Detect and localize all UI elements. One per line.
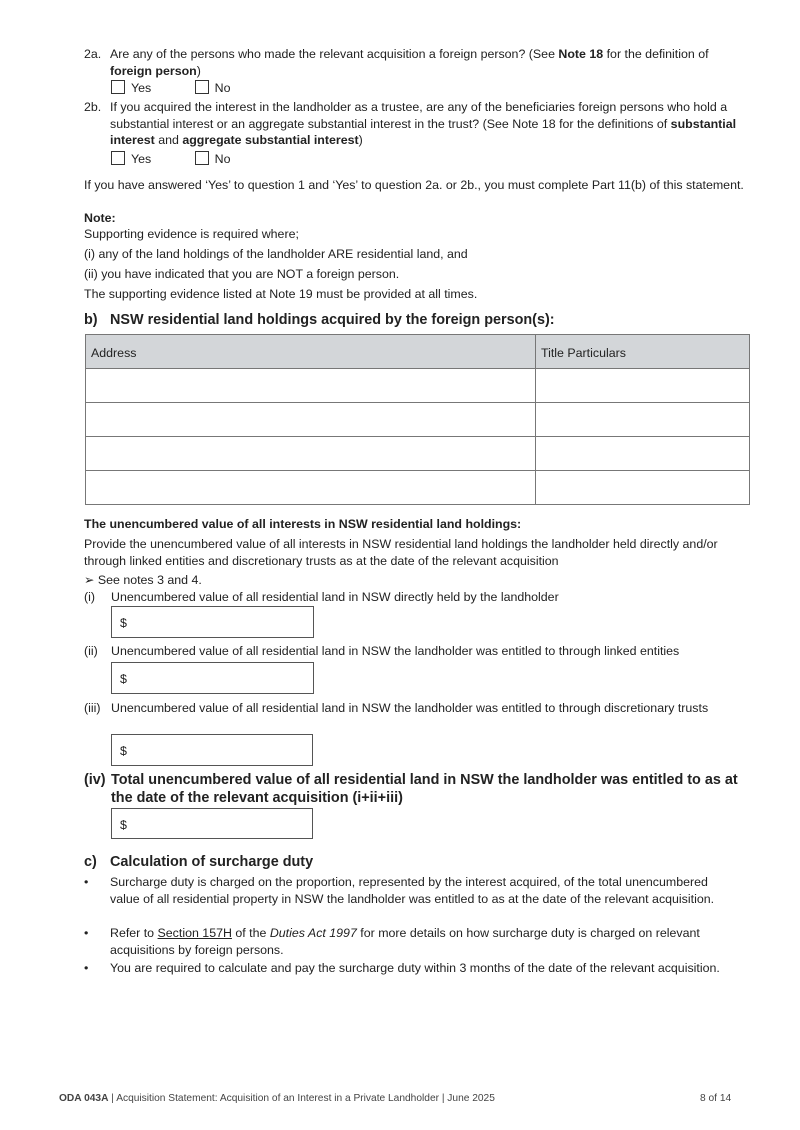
table-header-row (86, 335, 750, 369)
note-label: Note: (84, 211, 116, 225)
bullet-icon: • (84, 875, 89, 889)
value-input-iv[interactable] (111, 808, 313, 839)
note-line: The supporting evidence listed at Note 19 must be provided at all times. (84, 287, 478, 301)
see-notes: ➢ See notes 3 and 4. (84, 573, 202, 587)
table-row (86, 403, 750, 437)
note-line: (ii) you have indicated that you are NOT a foreign person. (84, 267, 400, 281)
question-2b (84, 99, 744, 149)
address-cell[interactable] (86, 471, 536, 505)
title-particulars-cell[interactable] (536, 403, 750, 437)
list-item: • Refer to Section 157H of the Duties Act 1997 for more details on how surcharge duty is charged on relevant acquisitions by foreign persons. (84, 926, 700, 957)
note-line: (i) any of the land holdings of the landholder ARE residential land, and (84, 247, 468, 261)
checkbox-no[interactable] (195, 151, 209, 165)
checkbox-yes[interactable] (111, 80, 125, 94)
list-item: • You are required to calculate and pay the surcharge duty within 3 months of the date of the relevant acquisition. (84, 961, 720, 975)
question-2a (84, 46, 744, 79)
section-157h-link[interactable]: Section 157H (157, 926, 232, 940)
bullet-icon: • (84, 926, 89, 940)
column-header-address: Address (86, 335, 536, 369)
value-item-i: (i) Unencumbered value of all residential land in NSW directly held by the landholder (84, 590, 559, 604)
q2b-yes-option[interactable]: Yes (111, 151, 151, 168)
page-number: 8 of 14 (700, 1093, 732, 1104)
title-particulars-cell[interactable] (536, 471, 750, 505)
q2a-options (111, 80, 271, 96)
value-item-iii: (iii) Unencumbered value of all residential land in NSW the landholder was entitled to through discretionary trusts (84, 701, 709, 715)
title-particulars-cell[interactable] (536, 369, 750, 403)
dollar-sign: $ (120, 818, 127, 832)
list-item: • Surcharge duty is charged on the proportion, represented by the interest acquired, of the total unencumbered value of all residential property in NSW the landholder was entitled to as at the date of the relevant acquisition. (84, 875, 715, 906)
address-cell[interactable] (86, 369, 536, 403)
title-particulars-cell[interactable] (536, 437, 750, 471)
value-item-iv: (iv) Total unencumbered value of all residential land in NSW the landholder was entitled to as at the date of the relevant acquisition (i+ii+iii) (84, 772, 738, 806)
value-item-ii: (ii) Unencumbered value of all residential land in NSW the landholder was entitled to through linked entities (84, 644, 680, 658)
q2a-yes-option[interactable]: Yes (111, 80, 151, 97)
table-row (86, 471, 750, 505)
address-cell[interactable] (86, 403, 536, 437)
bullet-icon: • (84, 961, 89, 975)
form-code: ODA 043A (59, 1093, 109, 1104)
question-number: 2b. (84, 100, 102, 114)
checkbox-no[interactable] (195, 80, 209, 94)
question-number: 2a. (84, 47, 102, 61)
section-b-heading: b) NSW residential land holdings acquired by the foreign person(s): (84, 312, 555, 328)
dollar-sign: $ (120, 744, 127, 758)
unencumbered-description: Provide the unencumbered value of all interests in NSW residential land holdings the landholder held directly and/or through linked entities and discretionary trusts as at the date of the relevant acquisition (84, 537, 718, 568)
table-row (86, 437, 750, 471)
column-header-title-particulars: Title Particulars (536, 335, 750, 369)
dollar-sign: $ (120, 616, 127, 630)
value-input-i[interactable] (111, 606, 314, 638)
address-cell[interactable] (86, 437, 536, 471)
question-text: Are any of the persons who made the relevant acquisition a foreign person? (See Note 18 for the definition of foreign person) (110, 47, 709, 78)
note-line: Supporting evidence is required where; (84, 227, 299, 241)
question-text: If you acquired the interest in the landholder as a trustee, are any of the beneficiaries foreign persons who hold a substantial interest or an aggregate substantial interest in the trust? (See Note 18 for the definitions of substantial interest and aggregate substantial interest) (110, 100, 737, 147)
dollar-sign: $ (120, 672, 127, 686)
instruction-text: If you have answered ‘Yes’ to question 1 and ‘Yes’ to question 2a. or 2b., you must complete Part 11(b) of this statement. (84, 178, 744, 192)
unencumbered-heading: The unencumbered value of all interests in NSW residential land holdings: (84, 517, 522, 531)
checkbox-yes[interactable] (111, 151, 125, 165)
form-title: Acquisition Statement: Acquisition of an Interest in a Private Landholder | June 2025 (116, 1093, 495, 1104)
value-input-iii[interactable] (111, 734, 313, 766)
section-c-heading: c) Calculation of surcharge duty (84, 854, 314, 870)
q2b-options (111, 151, 271, 167)
q2b-no-option[interactable]: No (195, 151, 231, 168)
value-input-ii[interactable] (111, 662, 314, 694)
land-holdings-table (85, 334, 750, 505)
table-row (86, 369, 750, 403)
q2a-no-option[interactable]: No (195, 80, 231, 97)
footer-doc-info: ODA 043A | Acquisition Statement: Acquisition of an Interest in a Private Landholder | June 2025 (59, 1093, 495, 1104)
